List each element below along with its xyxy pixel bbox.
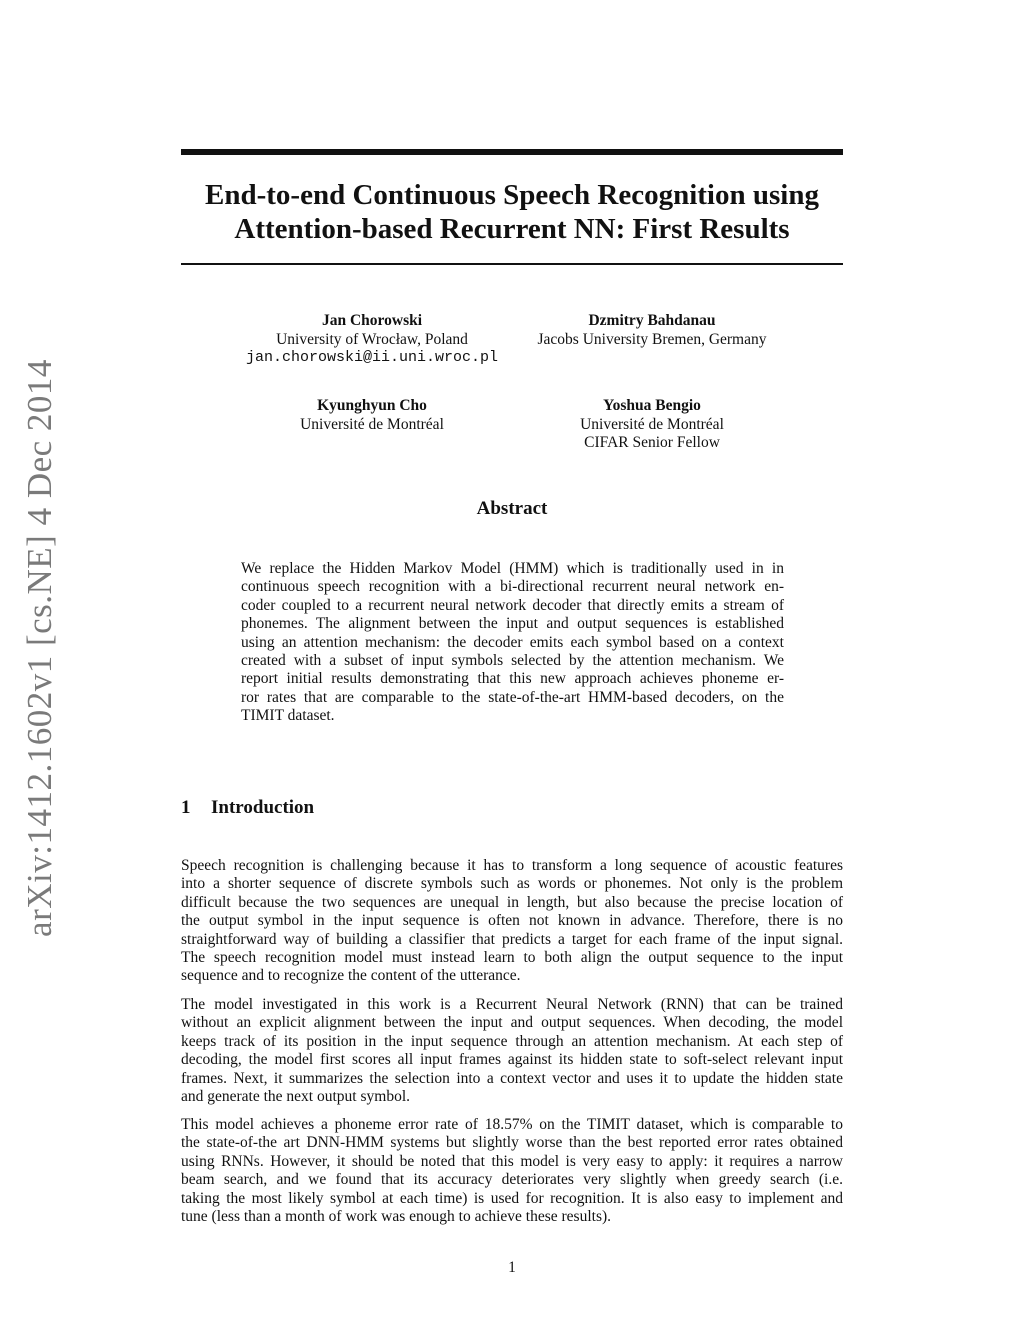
abstract-line: report initial results demonstrating that this new approach achieves phoneme er- (241, 670, 784, 688)
paragraph-line: keeps track of its position in the input sequence through an attention mechanism. At each step of (181, 1032, 843, 1050)
intro-paragraph-1 (181, 857, 843, 986)
paragraph-line: beam search, and we found that its accuracy deteriorates very slightly when greedy search (i.e. (181, 1171, 843, 1189)
author-affiliation: Université de Montréal (580, 415, 724, 433)
abstract-line: phonemes. The alignment between the input and output sequences is established (241, 615, 784, 633)
paragraph-line: This model achieves a phoneme error rate of 18.57% on the TIMIT dataset, which is comparable to (181, 1116, 843, 1133)
abstract-line: coder coupled to a recurrent neural network decoder that directly emits a stream of (241, 596, 784, 614)
author-block-2 (502, 312, 802, 349)
author-name: Jan Chorowski (321, 312, 423, 329)
author-email: jan.chorowski@ii.uni.wroc.pl (245, 349, 499, 366)
author-affiliation: University of Wrocław, Poland (276, 330, 468, 348)
author-name: Kyunghyun Cho (317, 397, 427, 414)
paper-title (181, 178, 843, 246)
title-top-rule (181, 149, 843, 155)
section-title: Introduction (211, 797, 315, 818)
paper-title-line-1: End-to-end Continuous Speech Recognition using (205, 179, 819, 211)
abstract-line: TIMIT dataset. (241, 707, 335, 725)
paragraph-line: the output symbol in the input sequence is often not known in advance. Therefore, there is no (181, 912, 843, 930)
abstract-line: using an attention mechanism: the decoder emits each symbol based on a context (241, 633, 784, 651)
intro-paragraph-2 (181, 996, 843, 1106)
paragraph-line: The model investigated in this work is a Recurrent Neural Network (RNN) that can be trained (181, 996, 843, 1013)
section-number: 1 (181, 797, 191, 818)
abstract-line: continuous speech recognition with a bi-directional recurrent neural network en- (241, 578, 784, 596)
paragraph-line: decoding, the model first scores all input frames against its hidden state to soft-select relevant input (181, 1051, 843, 1069)
paper-title-line-2: Attention-based Recurrent NN: First Results (234, 213, 790, 245)
paragraph-line: Speech recognition is challenging because it has to transform a long sequence of acoustic features (181, 857, 843, 874)
abstract-line: created with a subset of input symbols selected by the attention mechanism. We (241, 651, 784, 669)
paragraph-line: frames. Next, it summarizes the selection into a context vector and uses it to update the hidden state (181, 1069, 843, 1087)
paragraph-line: sequence and to recognize the content of the utterance. (181, 967, 521, 985)
paragraph-line: without an explicit alignment between the input and output sequences. When decoding, the model (181, 1014, 843, 1032)
page-number: 1 (508, 1259, 516, 1276)
author-affiliation-secondary: CIFAR Senior Fellow (584, 434, 720, 451)
paragraph-line: into a shorter sequence of discrete symbols such as words or phonemes. Not only is the problem (181, 875, 843, 893)
paragraph-line: tune (less than a month of work was enough to achieve these results). (181, 1207, 612, 1225)
intro-paragraph-3 (181, 1116, 843, 1226)
paragraph-line: the state-of-the art DNN-HMM systems but slightly worse than the best reported error rates obtained (181, 1134, 843, 1152)
abstract-heading: Abstract (476, 498, 548, 519)
paragraph-line: and generate the next output symbol. (181, 1087, 410, 1105)
arxiv-identifier-stamp (2, 359, 78, 937)
section-heading-introduction (181, 797, 314, 819)
author-block-4 (502, 397, 802, 453)
author-affiliation: Université de Montréal (300, 415, 444, 433)
abstract-line: ror rates that are comparable to the state-of-the-art HMM-based decoders, on the (241, 688, 784, 706)
author-name: Yoshua Bengio (603, 397, 701, 414)
paragraph-line: difficult because the two sequences are unequal in length, but also because the precise location of (181, 893, 843, 911)
paragraph-line: using RNNs. However, it should be noted that this model is very easy to apply: it requires a narrow (181, 1152, 843, 1170)
abstract-body (241, 560, 784, 726)
paragraph-line: taking the most likely symbol at each time) is used for recognition. It is also easy to implement and (181, 1189, 843, 1207)
author-block-1 (222, 312, 522, 368)
paragraph-line: The speech recognition model must instead learn to both align the output sequence to the input (181, 948, 843, 966)
author-affiliation: Jacobs University Bremen, Germany (537, 330, 767, 348)
arxiv-identifier-text: arXiv:1412.1602v1 [cs.NE] 4 Dec 2014 (20, 359, 60, 937)
paragraph-line: straightforward way of building a classifier that predicts a target for each frame of the input signal. (181, 930, 843, 948)
author-name: Dzmitry Bahdanau (588, 312, 716, 329)
author-block-3 (222, 397, 522, 434)
abstract-line: We replace the Hidden Markov Model (HMM) which is traditionally used in in (241, 560, 784, 577)
title-bottom-rule (181, 263, 843, 265)
